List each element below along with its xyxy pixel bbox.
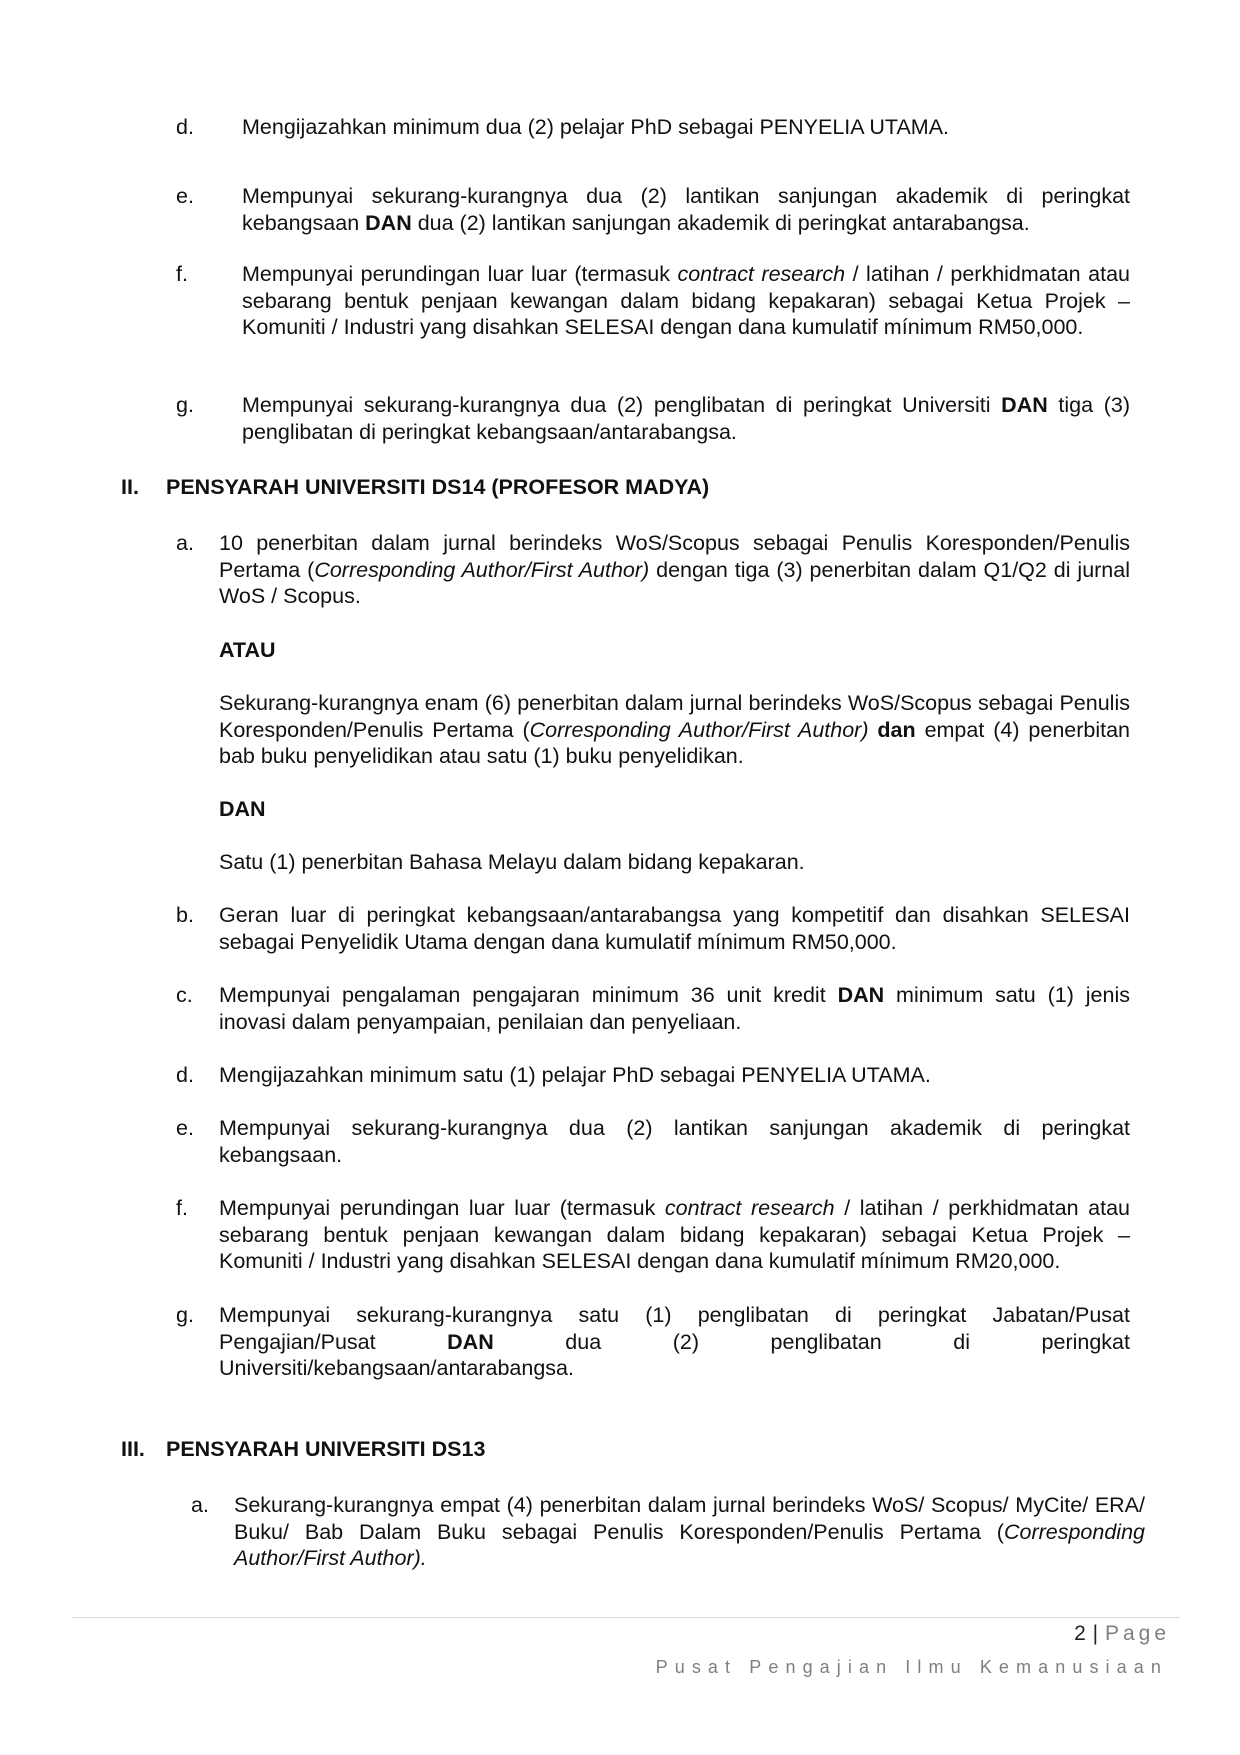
list-item-d bbox=[176, 1062, 1130, 1089]
list-marker: e. bbox=[176, 1116, 194, 1140]
list-text: Sekurang-kurangnya empat (4) penerbitan dalam jurnal berindeks WoS/ Scopus/ MyCite/ ERA/ Buku/ Bab Dalam Buku sebagai Penulis Koresponden/Penulis Pertama (Corresponding Author/First Author). bbox=[234, 1493, 1145, 1570]
list-marker: g. bbox=[176, 1303, 194, 1327]
alternative-paragraph: Sekurang-kurangnya enam (6) penerbitan dalam jurnal berindeks WoS/Scopus sebagai Penulis Koresponden/Penulis Pertama (Corresponding Author/First Author) dan empat (4) penerbitan bab buku penyelidikan atau satu (1) buku penyelidikan. bbox=[219, 691, 1131, 768]
list-text: 10 penerbitan dalam jurnal berindeks WoS/Scopus sebagai Penulis Koresponden/Penulis Pertama (Corresponding Author/First Author) dengan tiga (3) penerbitan dalam Q1/Q2 di jurnal WoS / Scopus. bbox=[219, 531, 1130, 608]
connector-dan: DAN bbox=[219, 797, 266, 821]
list-marker: c. bbox=[176, 983, 193, 1007]
list-marker: e. bbox=[176, 184, 194, 208]
list-item-e bbox=[176, 183, 1130, 236]
list-text: Geran luar di peringkat kebangsaan/antarabangsa yang kompetitif dan disahkan SELESAI sebagai Penyelidik Utama dengan dana kumulatif mínimum RM50,000. bbox=[219, 903, 1130, 954]
section-title: PENSYARAH UNIVERSITI DS14 (PROFESOR MADYA) bbox=[166, 475, 710, 499]
list-text: Mengijazahkan minimum dua (2) pelajar PhD sebagai PENYELIA UTAMA. bbox=[242, 115, 950, 139]
footer-organization: Pusat Pengajian Ilmu Kemanusiaan bbox=[655, 1657, 1168, 1677]
list-text: Mempunyai perundingan luar luar (termasuk contract research / latihan / perkhidmatan atau sebarang bentuk penjaan kewangan dalam bidang kepakaran) sebagai Ketua Projek – Komuniti / Industri yang disahkan SELESAI dengan dana kumulatif mínimum RM50,000. bbox=[242, 262, 1130, 339]
list-item-g bbox=[176, 1302, 1130, 1382]
list-marker: f. bbox=[176, 1196, 188, 1220]
list-marker: f. bbox=[176, 262, 188, 286]
page-number: 2 | Page bbox=[1074, 1622, 1170, 1645]
connector-atau: ATAU bbox=[219, 638, 276, 662]
paragraph-bahasa-melayu: Satu (1) penerbitan Bahasa Melayu dalam bidang kepakaran. bbox=[219, 850, 805, 874]
list-text: Mempunyai sekurang-kurangnya dua (2) lantikan sanjungan akademik di peringkat kebangsaan DAN dua (2) lantikan sanjungan akademik di peringkat antarabangsa. bbox=[242, 184, 1130, 235]
list-item-b bbox=[176, 902, 1130, 955]
section-number: III. bbox=[121, 1437, 145, 1461]
list-item-e bbox=[176, 1115, 1130, 1168]
list-item-a bbox=[191, 1492, 1145, 1572]
footer-divider bbox=[72, 1617, 1180, 1618]
section-number: II. bbox=[121, 475, 139, 499]
list-item-g bbox=[176, 392, 1130, 445]
list-item-f bbox=[176, 1195, 1130, 1275]
list-marker: a. bbox=[176, 531, 194, 555]
list-marker: g. bbox=[176, 393, 194, 417]
list-text: Mengijazahkan minimum satu (1) pelajar PhD sebagai PENYELIA UTAMA. bbox=[219, 1063, 931, 1087]
section-title: PENSYARAH UNIVERSITI DS13 bbox=[166, 1437, 486, 1461]
list-text: Mempunyai sekurang-kurangnya satu (1) penglibatan di peringkat Jabatan/Pusat Pengajian/Pusat DAN dua (2) penglibatan di peringkat Universiti/kebangsaan/antarabangsa. bbox=[219, 1303, 1130, 1380]
list-item-a bbox=[176, 530, 1130, 610]
list-item-d bbox=[176, 114, 1130, 141]
list-item-c bbox=[176, 982, 1130, 1035]
list-marker: b. bbox=[176, 903, 194, 927]
list-marker: d. bbox=[176, 1063, 194, 1087]
list-text: Mempunyai pengalaman pengajaran minimum 36 unit kredit DAN minimum satu (1) jenis inovasi dalam penyampaian, penilaian dan penyeliaan. bbox=[219, 983, 1130, 1034]
section-heading-ii bbox=[121, 474, 1021, 504]
list-text: Mempunyai sekurang-kurangnya dua (2) lantikan sanjungan akademik di peringkat kebangsaan. bbox=[219, 1116, 1130, 1167]
list-text: Mempunyai sekurang-kurangnya dua (2) penglibatan di peringkat Universiti DAN tiga (3) penglibatan di peringkat kebangsaan/antarabangsa. bbox=[242, 393, 1130, 444]
list-item-f bbox=[176, 261, 1130, 341]
list-marker: a. bbox=[191, 1493, 209, 1517]
list-marker: d. bbox=[176, 115, 194, 139]
list-text: Mempunyai perundingan luar luar (termasuk contract research / latihan / perkhidmatan atau sebarang bentuk penjaan kewangan dalam bidang kepakaran) sebagai Ketua Projek – Komuniti / Industri yang disahkan SELESAI dengan dana kumulatif mínimum RM20,000. bbox=[219, 1196, 1130, 1273]
section-heading-iii bbox=[121, 1436, 1021, 1466]
